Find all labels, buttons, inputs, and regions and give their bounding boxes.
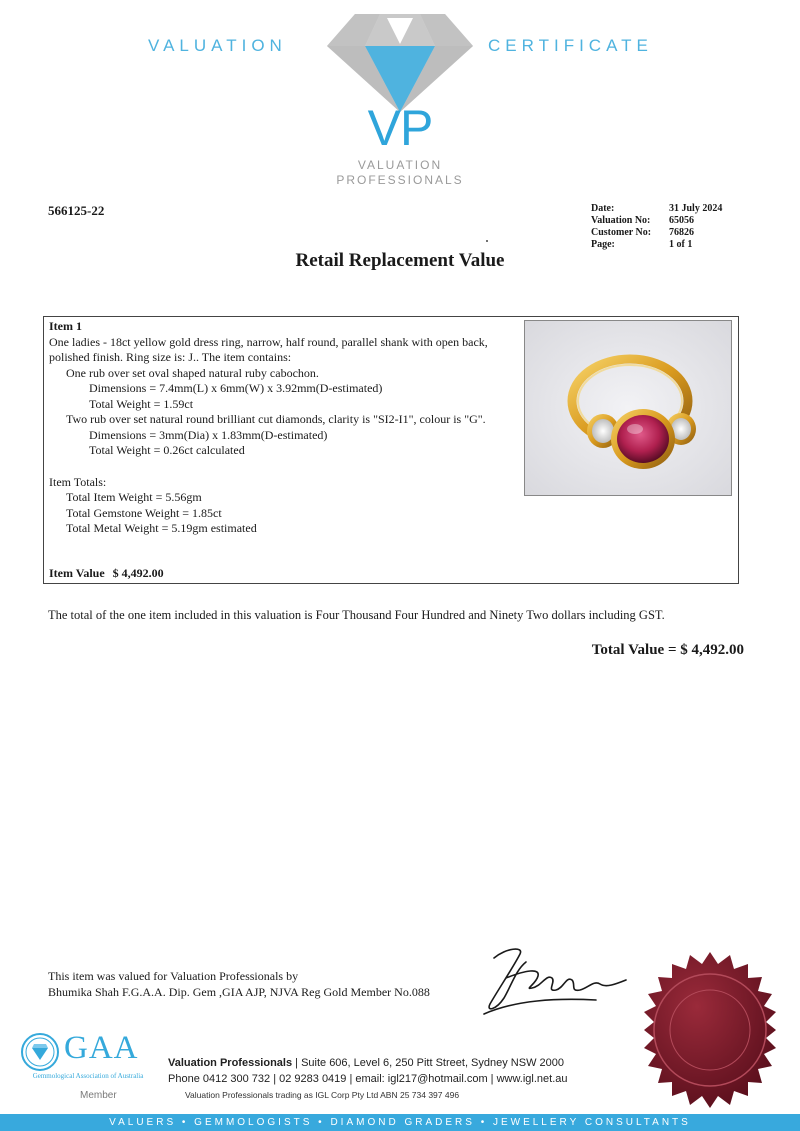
- item-description-text: One ladies - 18ct yellow gold dress ring, narrow, half round, parallel shank with open back, polished finish. Ring size is: J.. The item contains:: [49, 334, 488, 364]
- valuation-summary: The total of the one item included in this valuation is Four Thousand Four Hundred and Ninety Two dollars including GST.: [48, 608, 665, 622]
- stray-dot: [486, 240, 488, 242]
- handwritten-signature-icon: [476, 940, 646, 1020]
- gaa-name: GAA: [64, 1030, 139, 1066]
- ring-photo-icon: [525, 321, 731, 495]
- footer-services-band: VALUERS • GEMMOLOGISTS • DIAMOND GRADERS • JEWELLERY CONSULTANTS: [0, 1114, 800, 1131]
- item-value-amount: $ 4,492.00: [112, 566, 164, 580]
- company-address: [168, 1055, 568, 1087]
- valuer-line-1: This item was valued for Valuation Professionals by: [48, 969, 299, 983]
- document-title: Retail Replacement Value: [295, 250, 505, 271]
- diamonds-dimensions: Dimensions = 3mm(Dia) x 1.83mm(D-estimated): [89, 427, 328, 442]
- valuer-line-2: Bhumika Shah F.G.A.A. Dip. Gem ,GIA AJP, NJVA Reg Gold Member No.088: [48, 985, 430, 999]
- diamonds-line: Two rub over set natural round brilliant cut diamonds, clarity is "SI2-I1", colour is "G".: [66, 412, 486, 426]
- meta-row-date: Date: 31 July 2024: [591, 203, 723, 214]
- gaa-association-name: Gemmological Association of Australia: [32, 1072, 144, 1080]
- item-box: [43, 316, 739, 584]
- meta-row-customer-no: Customer No: 76826: [591, 227, 694, 238]
- total-gemstone-weight: Total Gemstone Weight = 1.85ct: [66, 505, 222, 520]
- header-valuation-word: VALUATION: [148, 36, 287, 55]
- ruby-line: One rub over set oval shaped natural ruby cabochon.: [66, 365, 319, 380]
- valuer-statement: [48, 968, 430, 1000]
- company-street: | Suite 606, Level 6, 250 Pitt Street, Sydney NSW 2000: [292, 1057, 564, 1069]
- item-description: [49, 319, 525, 537]
- brand-line-professionals: PROFESSIONALS: [336, 173, 464, 187]
- reference-number: 566125-22: [48, 203, 105, 218]
- meta-row-page: Page: 1 of 1: [591, 239, 693, 250]
- item-totals-heading: Item Totals:: [49, 474, 107, 489]
- total-item-weight: Total Item Weight = 5.56gm: [66, 490, 202, 504]
- trading-as-line: Valuation Professionals trading as IGL Corp Pty Ltd ABN 25 734 397 496: [185, 1090, 460, 1100]
- red-foil-seal-icon: [630, 950, 790, 1110]
- brand-line-valuation: VALUATION: [357, 158, 443, 172]
- company-name: Valuation Professionals: [168, 1057, 293, 1069]
- ruby-dimensions: Dimensions = 7.4mm(L) x 6mm(W) x 3.92mm(D-estimated): [89, 381, 383, 395]
- total-value: Total Value = $ 4,492.00: [591, 642, 744, 658]
- diamonds-weight: Total Weight = 0.26ct calculated: [89, 443, 245, 457]
- header-certificate-word: CERTIFICATE: [488, 36, 653, 55]
- meta-row-valuation-no: Valuation No: 65056: [591, 215, 694, 226]
- gaa-emblem-icon: [20, 1032, 60, 1072]
- gaa-member-label: Member: [80, 1090, 117, 1101]
- ruby-weight: Total Weight = 1.59ct: [89, 396, 194, 411]
- company-contact: Phone 0412 300 732 | 02 9283 0419 | email: igl217@hotmail.com | www.igl.net.au: [168, 1073, 568, 1085]
- gold-ruby-ring-photo: [524, 320, 732, 496]
- item-value-label: Item Value: [49, 566, 105, 580]
- total-metal-weight: Total Metal Weight = 5.19gm estimated: [66, 521, 257, 535]
- vp-monogram: VP: [367, 100, 433, 156]
- document-meta: [591, 203, 722, 251]
- item-value-row: [49, 566, 164, 581]
- item-heading: Item 1: [49, 319, 82, 333]
